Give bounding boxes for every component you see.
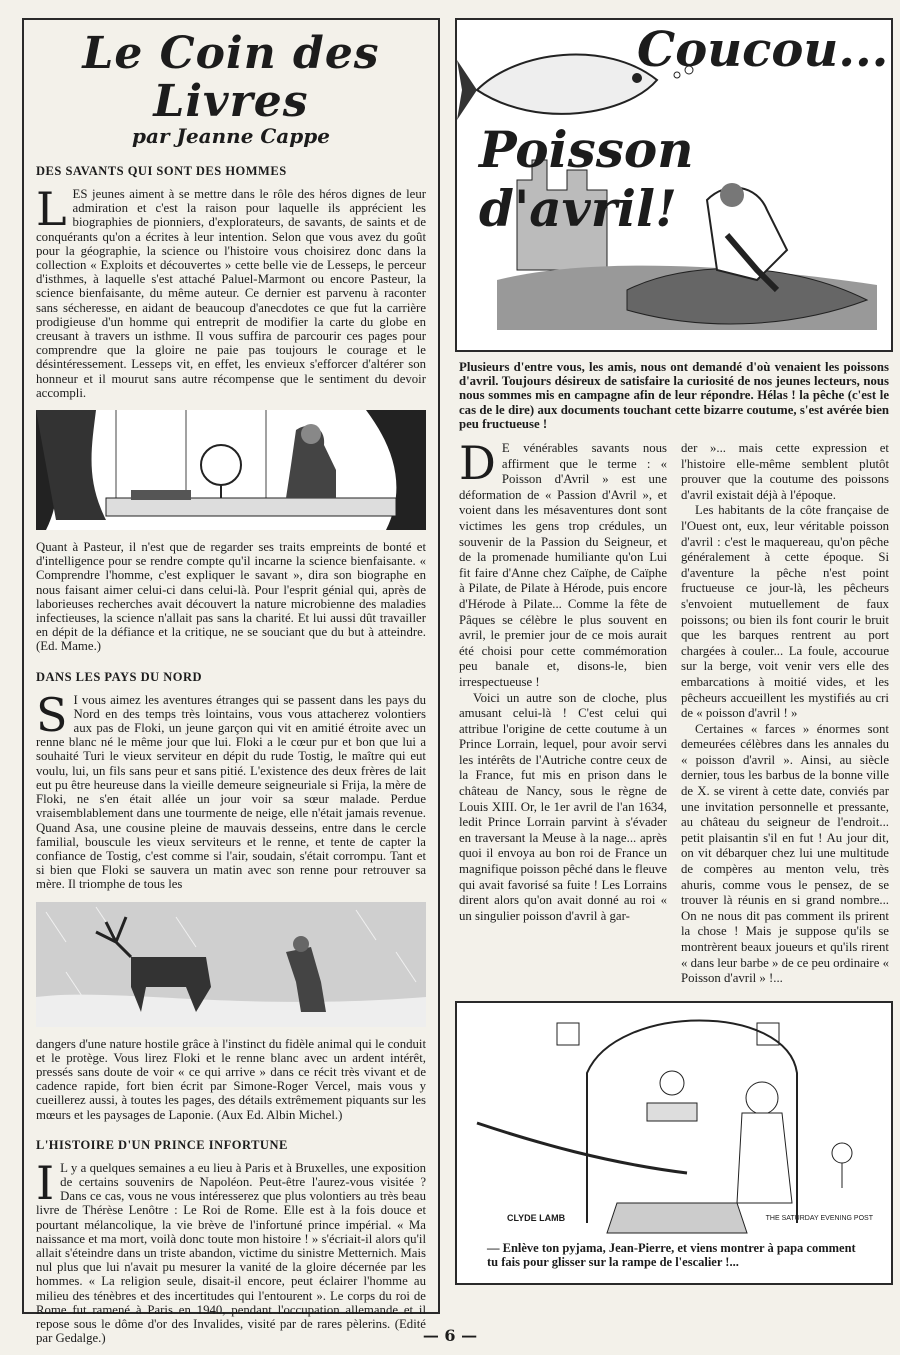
drop-cap: S	[36, 687, 68, 742]
section-title-nord: DANS LES PAYS DU NORD	[36, 669, 203, 684]
section-title-prince: L'HISTOIRE D'UN PRINCE INFORTUNE	[36, 1137, 288, 1152]
paragraph-text: I vous aimez les aventures étranges qui se passent dans les pays du Nord en des temps très lointains, vous vous attacherez volontiers aux pas de Floki, un jeune garçon qui vit en amitié étroite avec un renne blanc né le même jour que lui. Floki a le cœur pur et bon que lui a souhaité Turi le vieux serviteur en dépit du rude Tostig, le maître qui eut voulu, lui, un fils sans peur et sans pitié. L'existence des deux frères de lait eut pu être heureuse dans la vieille demeure seigneuriale si Frija, la mère de Floki, ne s'en était allée un jour voir sa sœur malade. Perdue vraisemblablement dans une tourmente de neige, elle n'était jamais revenue. Quand Asa, une cousine pleine de mauvais desseins, entre dans le cercle familial, bouscule les vieux serviteurs et le renne, et tente de capter la confiance de Tostig, c'est comme si l'air, soudain, s'était corrompu. Tant et si bien que Floki se sauvera un matin avec son renne pour retrouver sa mère. Il triomphe de tous les	[36, 692, 426, 892]
article-column-2	[681, 441, 889, 987]
article-columns	[455, 436, 893, 987]
paragraph-text: L y a quelques semaines a eu lieu à Paris et à Bruxelles, une exposition de certains souvenirs de Napoléon. Peut-être l'aurez-vous visitée ? Dans ce cas, vous ne vous intéresserez que plus volontiers au très beau livre de Thérèse Lenôtre : Le Roi de Rome. Elle est à la fois douce et pourtant mélancolique, la vie brève de l'infortuné prince impérial. « Ma naissance et ma mort, voilà donc toute mon histoire ! » s'écriait-il alors qu'il allait s'éteindre dans un triste abandon, victime du sinistre Metternich. Mais nul plus que lui n'avait pu mesurer la vanité de la gloire décernée par les hommes. « La religion seule, disait-il encore, peut éclairer l'homme au milieu des ténèbres et des incertitudes qui l'entourent ». Le corps du roi de Rome fut ramené à Paris en 1940, pendant l'occupation allemande et il repose sous le dôme d'or des Invalides, visité par de rares pèlerins. (Edité par Gedalge.)	[36, 1160, 426, 1346]
paragraph	[459, 436, 667, 691]
header-title-line2: Poisson d'avril!	[479, 120, 694, 238]
masthead-byline: par Jeanne Cappe	[132, 124, 330, 148]
cartoon-panel	[455, 1001, 893, 1285]
paragraph: Quant à Pasteur, il n'est que de regarder ses traits empreints de bonté et d'intelligence pour se rendre compte qu'il incarne la science bienfaisante. « Comprendre l'homme, c'est expliquer le savant », dira son biographe en nous faisant aimer celui-ci dans celui-là. Pour l'esprit génial qui, après de laborieuses recherches avait découvert la nature microbienne des maladies infectieuses, la science n'allait pas sans la charité. Et lui aussi dût travailler en dépit de la défiance et la critique, ne se souciant que du but à atteindre. (Ed. Mame.)	[36, 540, 426, 654]
illustration-reindeer-snow	[36, 902, 426, 1027]
cartoon-credit: THE SATURDAY EVENING POST	[765, 1214, 873, 1222]
article-column-1	[459, 436, 667, 987]
drop-cap: I	[36, 1155, 55, 1210]
paragraph: dangers d'une nature hostile grâce à l'instinct du fidèle animal qui le conduit et le protège. Vous lirez Floki et le renne blanc avec un ardent intérêt, pressés sans doute de voir « ce qui arrive » dans ce récit très vivant et de cadence rapide, fort bien écrit par Simone-Roger Vercel, mais vous y cueillerez aussi, à toutes les pages, des détails extrêmement piquants sur les mœurs et les paysages de Laponie. (Aux Ed. Albin Michel.)	[36, 1036, 426, 1122]
paragraph: Voici un autre son de cloche, plus amusant celui-là ! C'est celui qui attribue l'origine de cette coutume à un Prince Lorrain, lequel, pour avoir servi les intérêts de l'Autriche contre ceux de la France, fut mis en prison dans le château de Nancy, sous le règne de Louis XIII. Or, le 1er avril de l'an 1634, ledit Prince Lorrain parvint à s'évader en traversant la Meuse à la nage... après quoi il envoya au bon roi de France un magnifique poisson pêché dans le fleuve qui avait favorisé sa fuite ! Les Lorrains dirent alors qu'on avait donné au roi « un singulier poisson d'avril à gar-	[459, 690, 667, 923]
paragraph: der »... mais cette expression et l'histoire elle-même semblent plutôt prouver que la coutume des poissons d'avril existait déjà à l'époque.	[681, 441, 889, 502]
paragraph	[36, 1155, 426, 1346]
drop-cap: D	[459, 436, 496, 491]
paragraph-text: E vénérables savants nous affirment que le terme : « Poisson d'Avril » est une déformation de « Passion d'Avril », et voient dans les mésaventures dont sont victimes les gens trop crédules, un souvenir de la Passion du Seigneur, et de la promenade humiliante qu'on Lui fit faire d'Anne chez Caïphe, de Caïphe à Pilate, de Pilate à Hérode, puis encore d'Hérode à Pilate... Comme la fête de Pâques se célèbre le plus souvent en avril, le premier jour de ce mois aurait été choisi pour cette commémoration peu banale et, disons-le, bien irrespectueuse !	[459, 441, 667, 689]
paragraph: Les habitants de la côte française de l'Ouest ont, eux, leur véritable poisson d'avril : c'est le maquereau, qu'on pêche généralement à cette époque. Si d'aventure la pêche n'est point fructueuse ce jour-là, les pêcheurs s'envoient mutuellement de faux poissons; ou bien ils font courir le bruit que les barques rentrent au port chargées à couler... La foule, accourue sur la berge, voit venir vers elle des embarcations à moitié vides, et les pêcheurs accueillent les mystifiés au cri de « poisson d'avril ! »	[681, 503, 889, 721]
section-title-savants: DES SAVANTS QUI SONT DES HOMMES	[36, 164, 287, 178]
paragraph	[36, 182, 426, 400]
cartoon-caption: — Enlève ton pyjama, Jean-Pierre, et viens montrer à papa comment tu fais pour glisser sur la rampe de l'escalier !...	[487, 1240, 856, 1269]
left-column	[22, 18, 440, 1346]
paragraph-text: ES jeunes aiment à se mettre dans le rôle des héros dignes de leur admiration et c'est la raison pour laquelle ils apprécient les biographies de pionniers, d'explorateurs, de savants, de saints et de conquérants qu'on a écrites à leur intention. Selon que vous avez du goût pour la géographie, la science ou l'histoire vous choisirez donc dans la collection « Exploits et découvertes » cette belle vie de Lesseps, le perceur d'isthmes, à laquelle s'est attaché Paluel-Marmont ou encore Pasteur, la science bienfaisante, du même auteur. Ce dernier est parvenu à raconter sans sécheresse, en aidant de beaucoup d'anecdotes ce que fut la carrière prodigieuse d'un homme qui entreprit de modifier la carte du globe en creusant à travers un isthme. Il vous suffira de parcourir ces pages pour comprendre que la gloire ne paie pas toujours le courage et le désintéressement. Lesseps vit, en effet, les envieux s'efforcer d'altérer son honneur et il mourut sans autre récompense que le sentiment du devoir accompli.	[36, 187, 426, 400]
right-column	[455, 18, 893, 1314]
paragraph: Certaines « farces » énormes sont demeurées célèbres dans les annales du « poisson d'avril ». Ainsi, au siècle dernier, tous les barbus de la bonne ville de X. se virent à cette date, conviés par une invitation personnelle et pressante, au château du seigneur de l'endroit... petit plaisantin s'il en fut ! Au jour dit, on vit débarquer chez lui une multitude de compères au menton velu, très ahuris, comme vous le pensez, de se trouver là réunis en si grand nombre... On ne nous dit pas comment ils prirent la chose ! Mais je suppose qu'ils se montrèrent beaux joueurs et qu'ils rirent « dans leur barbe » de ce peu ordinaire « Poisson d'avril » !...	[681, 721, 889, 986]
header-title-line1: Coucou...	[637, 22, 889, 78]
paragraph	[36, 687, 426, 892]
page-number: — 6 —	[422, 1326, 478, 1345]
lead-paragraph: Plusieurs d'entre vous, les amis, nous ont demandé d'où venaient les poissons d'avril. Toujours désireux de satisfaire la curiosité de nos jeunes lecteurs, nous nous sommes mis en campagne afin de leur répondre. Hélas ! la pêche (c'est le cas de le dire) aux documents touchant cette bizarre coutume, s'est avérée bien peu fructueuse !	[459, 360, 889, 431]
drop-cap: L	[36, 182, 67, 236]
poisson-header	[455, 18, 893, 352]
illustration-lesseps-desk	[36, 410, 426, 530]
cartoon-signature: CLYDE LAMB	[507, 1212, 566, 1223]
books-masthead	[36, 30, 426, 148]
masthead-title: Le Coin des Livres	[82, 28, 380, 127]
